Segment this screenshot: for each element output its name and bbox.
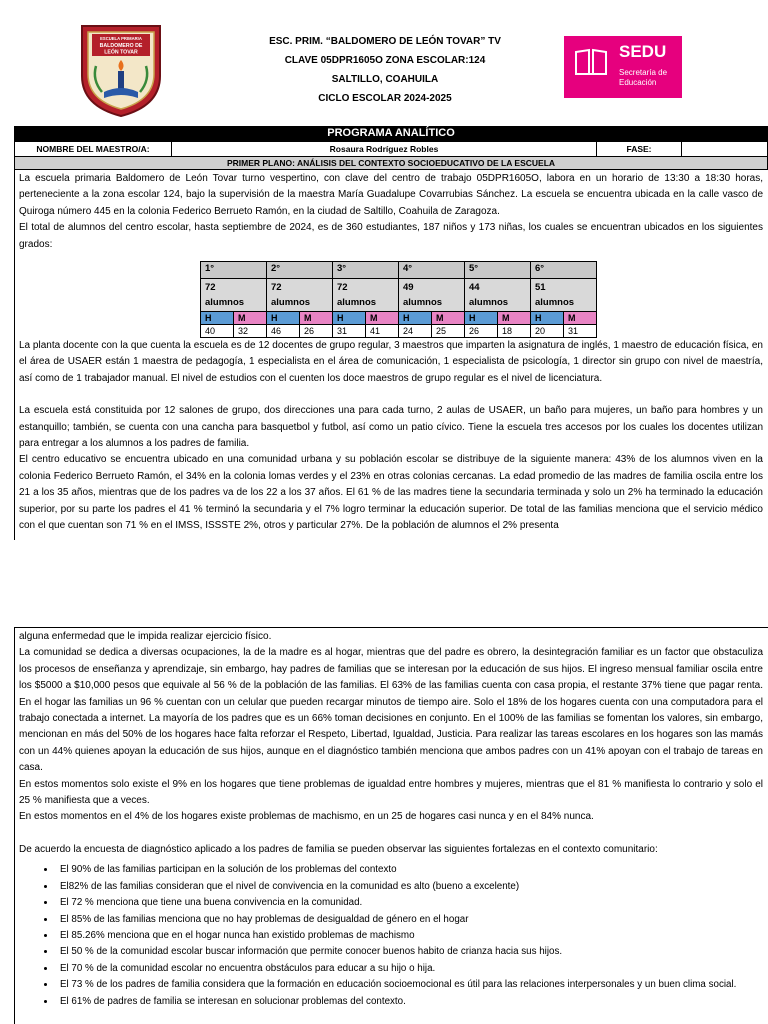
list-item: • El 90% de las familias participan en la solución de los problemas del contexto: [56, 862, 768, 878]
program-title: PROGRAMA ANALÍTICO: [14, 126, 768, 141]
grades-gender-row: [201, 312, 597, 325]
grade-3-count: 72 alumnos: [333, 279, 399, 312]
boys-label: H: [531, 312, 564, 325]
grades-values-row: [201, 325, 597, 338]
boys-label: H: [333, 312, 366, 325]
list-item: • El 72 % menciona que tiene una buena convivencia en la comunidad.: [56, 895, 768, 911]
list-item: • El 85% de las familias menciona que no hay problemas de desigualdad de género en el hogar: [56, 912, 768, 928]
strengths-intro: De acuerdo la encuesta de diagnóstico aplicado a los padres de familia se pueden observar las siguientes fortalezas en el contexto comunitario:: [19, 843, 658, 855]
crest-text-3: LEÓN TOVAR: [104, 49, 138, 56]
girls-label: M: [564, 312, 597, 325]
grades-table: [200, 261, 597, 338]
book-icon: [574, 48, 608, 76]
grade-3-header: 3°: [333, 262, 399, 279]
list-item: • El 85.26% menciona que en el hogar nunca han existido problemas de machismo: [56, 928, 768, 944]
grade-5-boys: 26: [465, 325, 498, 338]
teacher-label: NOMBRE DEL MAESTRO/A:: [15, 142, 172, 156]
girls-label: M: [234, 312, 267, 325]
school-info-block: [200, 32, 570, 108]
continuation-paragraph: alguna enfermedad que le impida realizar ejercicio físico.: [19, 631, 272, 642]
girls-label: M: [300, 312, 333, 325]
sedu-logo: [564, 36, 682, 98]
boys-label: H: [399, 312, 432, 325]
grade-4-header: 4°: [399, 262, 465, 279]
phase-value: [682, 142, 767, 156]
boys-label: H: [201, 312, 234, 325]
grade-3-boys: 31: [333, 325, 366, 338]
grade-4-boys: 24: [399, 325, 432, 338]
grade-1-girls: 32: [234, 325, 267, 338]
grade-1-count: 72 alumnos: [201, 279, 267, 312]
school-location-paragraph: La escuela primaria Baldomero de León Tovar turno vespertino, con clave del centro de trabajo 05DPR1605O, labora en un horario de 13:30 a 18:30 horas, perteneciente a la zona escolar 124, bajo la supervisión de la maestra María Guadalupe Covarrubias Sánchez. La escuela se encuentra ubicada en la calle vasco de Quiroga número 445 en la colonia Federico Berrueto Ramón, en la ciudad de Saltillo, Coahuila de Zaragoza.: [19, 173, 763, 217]
phase-label: FASE:: [597, 142, 682, 156]
grade-1-boys: 40: [201, 325, 234, 338]
crest-text-2: BALDOMERO DE: [99, 43, 143, 49]
teacher-row: [14, 141, 768, 157]
list-item: • El82% de las familias consideran que el nivel de convivencia en la comunidad es alto (bueno a excelente): [56, 879, 768, 895]
school-name: ESC. PRIM. “BALDOMERO DE LEÓN TOVAR” TV: [269, 36, 501, 47]
equality-paragraph: En estos momentos solo existe el 9% en los hogares que tiene problemas de igualdad entre hombres y mujeres, mientras que el 81 % manifiesta lo contrario y solo el 25 % manifiesta que a veces.: [19, 778, 763, 807]
grade-1-header: 1°: [201, 262, 267, 279]
community-paragraph: El centro educativo se encuentra ubicado en una comunidad urbana y su población escolar se distribuye de la siguiente manera: 43% de los alumnos viven en la colonia Federico Berrueto Ramón, el 34% en la colonia lomas verdes y el 23% en otras colonias cercanas. La edad promedio de las madres de familia oscila entre los 21 a los 35 años, mientras que de los padres va de los 22 a los 37 años. El 61 % de las madres tiene la secundaria terminada y solo un 2% ha terminado la educación superior, por su parte los padres el 41 % terminó la secundaria y el 7% logro terminar la educación superior. De total de las familias menciona que el servicio médico con el que cuentan son 71 % en el IMSS, ISSSTE 2%, otros y particular 27%. De la población de alumnos el 2% presenta: [19, 454, 763, 532]
grade-6-boys: 20: [531, 325, 564, 338]
grade-4-girls: 25: [432, 325, 465, 338]
grade-6-girls: 31: [564, 325, 597, 338]
boys-label: H: [267, 312, 300, 325]
boys-label: H: [465, 312, 498, 325]
grades-count-row: [201, 279, 597, 312]
occupations-paragraph: La comunidad se dedica a diversas ocupaciones, la de la madre es al hogar, mientras que del padre es obrero, la desintegración familiar es un factor que obstaculiza los procesos de enseñanza y aprendizaje, sin embargo, hay padres de familias que se interesan por la educación de sus hijos. El ingreso mensual familiar oscila entre los $5000 a $10,000 pesos que equivale al 56 % de la población de las familias. El 63% de las familias cuenta con casa propia, el restante 37% tiene que pagar renta. En el hogar las familias un 96 % cuentan con un celular que pueden recargar minutos de tiempo aire. Solo el 18% de los hogares cuenta con una computadora para el trabajo conectada a internet. La mayoría de los padres que es un 66% toman decisiones en conjunto. En el 100% de las familias se fomentan los valores, sin embargo, mencionan en más del 50% de los hogares hace falta reforzar el Respeto, Libertad, Igualdad, Justicia. Para realizar las tareas escolares en los hogares son las mamás con un 44% quienes apoyan la educación de sus hijos, aunque en el diagnóstico también menciona que ambos padres con un 41% apoyan con el trabajo de tareas en casa.: [19, 647, 763, 774]
school-cycle: CICLO ESCOLAR 2024-2025: [318, 93, 452, 104]
grade-5-girls: 18: [498, 325, 531, 338]
staff-paragraph: La planta docente con la que cuenta la escuela es de 12 docentes de grupo regular, 3 maestros que imparten la asignatura de inglés, 1 maestro de educación física, en el área de USAER están 1 maestra de pedagogía, 1 especialista en el área de comunicación, 1 especialista de psicología, 1 director sin grupo con nivel de maestría, así como de 1 trabajador manual. El nivel de estudios con el cuenten los doce maestros de grupo regular es el nivel de licenciatura.: [19, 340, 763, 384]
list-item: • El 70 % de la comunidad escolar no encuentra obstáculos para educar a su hijo o hija.: [56, 961, 768, 977]
crest-text-1: ESCUELA PRIMARIA: [100, 36, 142, 41]
grade-5-count: 44 alumnos: [465, 279, 531, 312]
grade-2-header: 2°: [267, 262, 333, 279]
list-item: • El 73 % de los padres de familia considera que la formación en educación socioemocional es útil para las relaciones interpersonales y un buen clima social.: [56, 977, 768, 993]
grade-2-count: 72 alumnos: [267, 279, 333, 312]
grade-6-count: 51 alumnos: [531, 279, 597, 312]
machismo-paragraph: En estos momentos en el 4% de los hogares existe problemas de machismo, en un 25 de hogares casi nunca y en el 84% nunca.: [19, 811, 594, 823]
school-city: SALTILLO, COAHUILA: [331, 74, 439, 85]
teacher-name: Rosaura Rodríguez Robles: [172, 142, 597, 156]
grade-2-girls: 26: [300, 325, 333, 338]
document-header: [0, 0, 768, 126]
strengths-list: [19, 862, 768, 1010]
sedu-name: SEDU: [619, 42, 667, 61]
grade-5-header: 5°: [465, 262, 531, 279]
grades-header-row: [201, 262, 597, 279]
school-crest-logo: [78, 22, 164, 118]
grade-3-girls: 41: [366, 325, 399, 338]
context-section-page1: [14, 170, 768, 540]
girls-label: M: [366, 312, 399, 325]
sedu-subtitle: Secretaría de Educación: [619, 68, 668, 87]
facilities-paragraph: La escuela está constituida por 12 salones de grupo, dos direcciones una para cada turno, 2 aulas de USAER, un baño para mujeres, un baño para hombres y un estanquillo; también, se cuenta con una cancha para basquetbol y futbol, así como un patio cívico. Tiene la escuela tres accesos por los cuales los docentes utilizan para entregar a los alumnos a los padres de familia.: [19, 405, 763, 450]
grade-6-header: 6°: [531, 262, 597, 279]
program-header: [14, 126, 768, 170]
context-section-page2: [14, 627, 768, 1024]
grade-2-boys: 46: [267, 325, 300, 338]
list-item: • El 61% de padres de familia se interesan en solucionar problemas del contexto.: [56, 994, 768, 1010]
list-item: • El 50 % de la comunidad escolar buscar información que permite conocer buenos habito de crianza hacia sus hijos.: [56, 944, 768, 960]
enrollment-paragraph: El total de alumnos del centro escolar, hasta septiembre de 2024, es de 360 estudiantes, 187 niños y 173 niñas, los cuales se encuentran ubicados en los siguientes grados:: [19, 222, 763, 250]
girls-label: M: [498, 312, 531, 325]
school-code: CLAVE 05DPR1605O ZONA ESCOLAR:124: [284, 55, 486, 66]
plane-title: PRIMER PLANO: ANÁLISIS DEL CONTEXTO SOCIOEDUCATIVO DE LA ESCUELA: [14, 157, 768, 170]
grade-4-count: 49 alumnos: [399, 279, 465, 312]
girls-label: M: [432, 312, 465, 325]
